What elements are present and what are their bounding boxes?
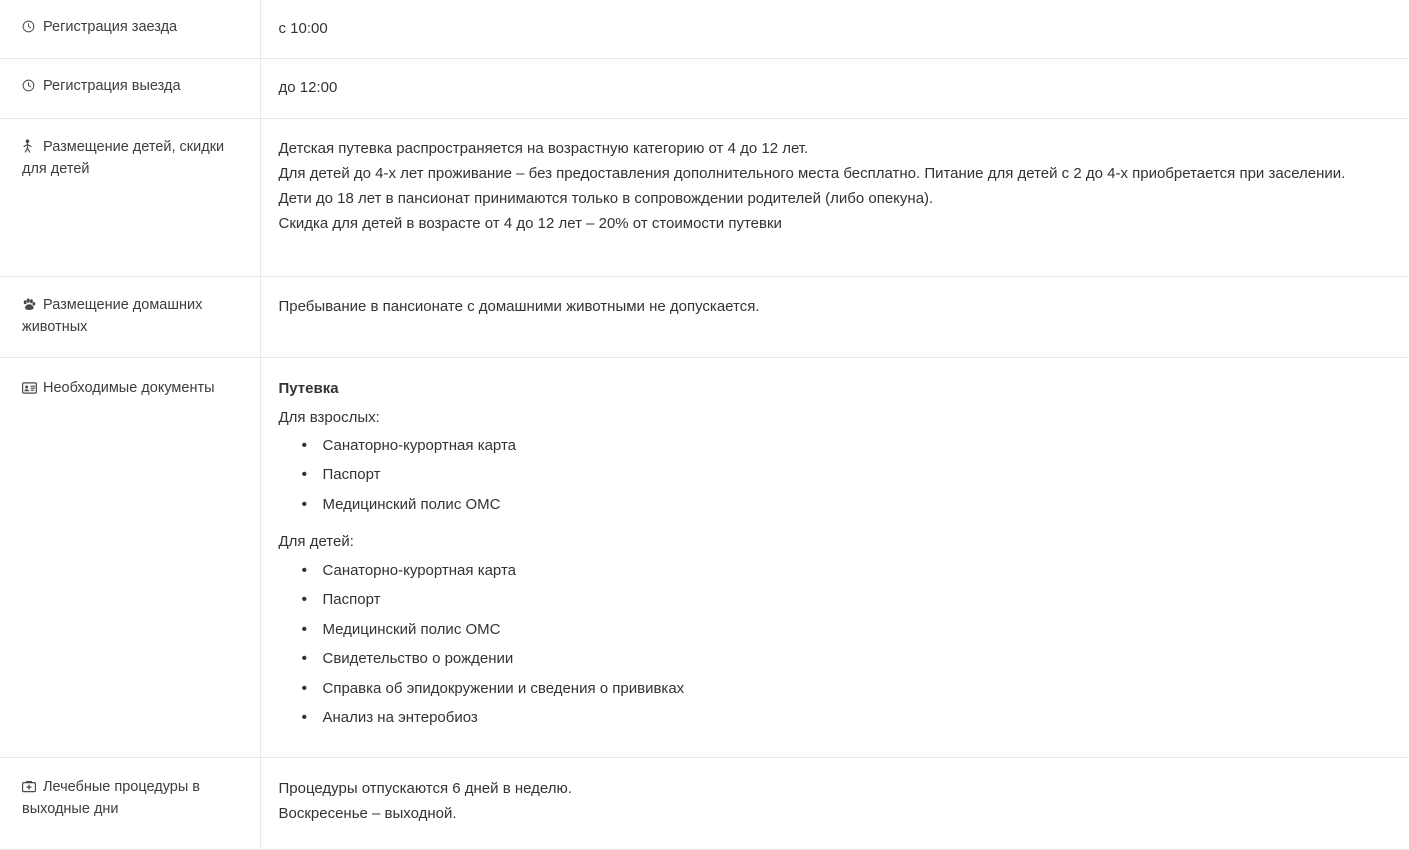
row-label-documents (0, 358, 260, 757)
list-item: • Справка об эпидокружении и сведения о прививках (323, 678, 1392, 701)
list-item: • Медицинский полис ОМС (323, 619, 1392, 642)
value-line: до 12:00 (278, 79, 338, 97)
list-item: • Санаторно-курортная карта (323, 435, 1392, 458)
table-row (0, 358, 1409, 757)
value-line: Процедуры отпускаются 6 дней в неделю. (278, 779, 572, 797)
value-line: Для детей до 4-х лет проживание – без предоставления дополнительного места бесплатно. Питание для детей с 2 до 4-х приобретается при заселении. (278, 164, 1346, 182)
id-card-icon (22, 381, 38, 394)
value-line: Дети до 18 лет в пансионат принимаются только в сопровождении родителей (либо опекуна). (278, 190, 934, 207)
row-value-children (260, 118, 1409, 276)
table-row (0, 757, 1409, 850)
row-label-text: Регистрация заезда (43, 19, 178, 35)
row-label-text: Регистрация выезда (43, 78, 181, 95)
value-line: Детская путевка распространяется на возрастную категорию от 4 до 12 лет. (278, 139, 809, 157)
value-line: Воскресенье – выходной. (278, 804, 457, 822)
list-item: • Санаторно-курортная карта (323, 560, 1392, 583)
row-label-procedures (0, 757, 260, 850)
documents-list-children (279, 560, 1392, 730)
documents-group-title: Для взрослых: (278, 408, 380, 426)
documents-group-title: Для детей: (278, 533, 354, 551)
first-aid-kit-icon (22, 780, 38, 793)
row-label-text: Размещение домашних животных (22, 296, 203, 335)
table-row (0, 276, 1409, 358)
row-label-pets (0, 276, 260, 358)
row-label-checkin (0, 0, 260, 59)
clock-icon (22, 20, 38, 33)
row-label-checkout (0, 59, 260, 118)
list-item: • Анализ на энтеробиоз (323, 707, 1392, 730)
value-line: Пребывание в пансионате с домашними животными не допускается. (278, 297, 760, 315)
row-value-checkin (260, 0, 1409, 59)
list-item: • Медицинский полис ОМС (323, 494, 1392, 517)
value-line: Скидка для детей в возрасте от 4 до 12 лет – 20% от стоимости путевки (278, 215, 782, 233)
row-value-procedures (260, 757, 1409, 850)
row-value-documents (260, 358, 1409, 757)
row-label-text: Лечебные процедуры в выходные дни (22, 778, 201, 818)
row-label-text: Необходимые документы (43, 380, 215, 397)
documents-heading: Путевка (278, 380, 339, 398)
list-item: • Паспорт (323, 589, 1392, 612)
row-label-text: Размещение детей, скидки для детей (22, 138, 225, 177)
table-row (0, 59, 1409, 118)
value-line: с 10:00 (278, 20, 328, 37)
table-row (0, 0, 1409, 59)
table-row (0, 118, 1409, 276)
documents-list-adults (279, 435, 1392, 517)
paw-icon (22, 298, 38, 311)
row-label-children (0, 118, 260, 276)
list-item: • Паспорт (323, 464, 1392, 487)
clock-icon (22, 79, 38, 92)
list-item: • Свидетельство о рождении (323, 648, 1392, 671)
row-value-checkout (260, 59, 1409, 118)
child-icon (22, 139, 38, 153)
row-value-pets (260, 276, 1409, 358)
